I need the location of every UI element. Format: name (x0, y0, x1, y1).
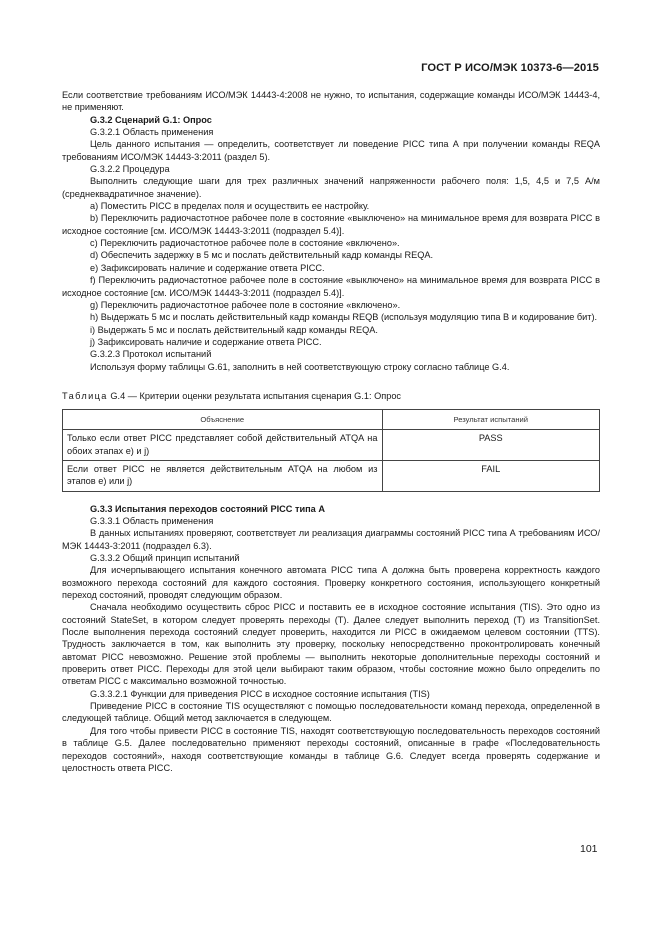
column-header-result: Результат испытаний (382, 410, 600, 430)
procedure-step: j) Зафиксировать наличие и содержание ответа PICC. (90, 336, 322, 347)
table-caption-text: G.4 — Критерии оценки результата испытания сценария G.1: Опрос (110, 390, 402, 401)
paragraph: Для исчерпывающего испытания конечного автомата PICC типа А должна быть проверена корректность каждого возможного перехода состояний для каждого состояния. Проверку конкретного состояния, использующего конкретный переход состояний, проводят следующим образом. (62, 565, 600, 601)
table-header-row (63, 410, 600, 430)
procedure-step: а) Поместить PICC в пределах поля и осуществить ее настройку. (90, 201, 370, 212)
table-caption-label: Таблица (62, 390, 108, 401)
paragraph: В данных испытаниях проверяют, соответствует ли реализация диаграммы состояний PICC типа А требованиям ИСО/МЭК 14443-3:2011 (подраздел 6.3). (62, 528, 600, 551)
page-number: 101 (580, 843, 598, 855)
section-heading: G.3.2 Сценарий G.1: Опрос (90, 114, 212, 125)
table-row (63, 430, 600, 461)
procedure-step: i) Выдержать 5 мс и послать действительный кадр команды REQA. (90, 324, 378, 335)
table-caption (62, 390, 600, 402)
subsection-heading: G.3.2.2 Процедура (90, 164, 170, 175)
table-cell-explanation: Если ответ PICC не является действительным ATQA на любом из этапов е) или j) (63, 460, 383, 491)
subsection-heading: G.3.3.1 Область применения (90, 515, 214, 526)
subsection-heading: G.3.3.2.1 Функции для приведения PICC в исходное состояние испытания (TIS) (90, 688, 430, 699)
procedure-step: g) Переключить радиочастотное рабочее поле в состояние «включено». (90, 299, 401, 310)
section-heading: G.3.3 Испытания переходов состояний PICC типа А (90, 503, 325, 514)
table-cell-explanation: Только если ответ PICC представляет собой действительный ATQA на обоих этапах е) и j) (63, 430, 383, 461)
table-row (63, 460, 600, 491)
procedure-step: b) Переключить радиочастотное рабочее поле в состояние «выключено» на минимальное время для возврата PICC в исходное состояние [см. ИСО/МЭК 14443-3:2011 (подраздел 5.4)]. (62, 213, 600, 236)
table-cell-result: FAIL (382, 460, 600, 491)
paragraph: Выполнить следующие шаги для трех различных значений напряженности рабочего поля: 1,5, 4,5 и 7,5 А/м (среднеквадратичное значение). (62, 176, 600, 199)
procedure-step: f) Переключить радиочастотное рабочее поле в состояние «выключено» на минимальное время для возврата PICC в исходное состояние [см. ИСО/МЭК 14443-3:2011 (подраздел 5.4)]. (62, 275, 600, 298)
page-content (62, 89, 600, 774)
procedure-step: h) Выдержать 5 мс и послать действительный кадр команды REQB (используя модуляцию типа В и кодирование бит). (90, 312, 598, 323)
procedure-step: е) Зафиксировать наличие и содержание ответа PICC. (90, 262, 325, 273)
paragraph: Если соответствие требованиям ИСО/МЭК 14443-4:2008 не нужно, то испытания, содержащие команды ИСО/МЭК 14443-4, не применяют. (62, 90, 600, 113)
criteria-table (62, 409, 600, 491)
subsection-heading: G.3.3.2 Общий принцип испытаний (90, 553, 240, 563)
paragraph: Сначала необходимо осуществить сброс PICC и поставить ее в исходное состояние испытания (TIS). Это одно из состояний StateSet, в котором следует проверять переходы (Т). Далее следует выполнить переход (Т) из TransitionSet. После выполнения перехода состояний следует проверить, находится ли PICC в ожидаемом целевом состоянии (TTS). Трудность заключается в том, как выполнить эту проверку, поскольку непосредственно проконтролировать конечный автомат PICC невозможно. Решение этой проблемы — выполнить некоторые дополнительные переходы состояний и проверить ответ PICC. Переходы для этой цели выбирают таким образом, чтобы состояние можно было определить по ответам PICC с максимально возможной точностью. (62, 602, 600, 687)
column-header-explanation: Объяснение (63, 410, 383, 430)
subsection-heading: G.3.2.3 Протокол испытаний (90, 349, 212, 360)
subsection-heading: G.3.2.1 Область применения (90, 127, 214, 138)
paragraph: Приведение PICC в состояние TIS осуществляют с помощью последовательности команд перехода, определенной в следующей таблице. Общий метод заключается в следующем. (62, 701, 600, 724)
paragraph: Используя форму таблицы G.61, заполнить в ней соответствующую строку согласно таблице G.4. (90, 361, 510, 372)
procedure-step: d) Обеспечить задержку в 5 мс и послать действительный кадр команды REQA. (90, 250, 434, 261)
document-header: ГОСТ Р ИСО/МЭК 10373-6—2015 (421, 62, 599, 74)
procedure-step: с) Переключить радиочастотное рабочее поле в состояние «включено». (90, 238, 400, 249)
table-cell-result: PASS (382, 430, 600, 461)
paragraph: Цель данного испытания — определить, соответствует ли поведение PICC типа А при получении команды REQA требованиям ИСО/МЭК 14443-3:2011 (раздел 5). (62, 139, 600, 162)
paragraph: Для того чтобы привести PICC в состояние TIS, находят соответствующую последовательность переходов состояний в таблице G.5. Далее последовательно применяют переходы состояний, описанные в графе «Последовательность переходов состояний», находя соответствующие команды в таблице G.6. Следует всегда проверять содержание и целостность ответа PICC. (62, 725, 600, 773)
